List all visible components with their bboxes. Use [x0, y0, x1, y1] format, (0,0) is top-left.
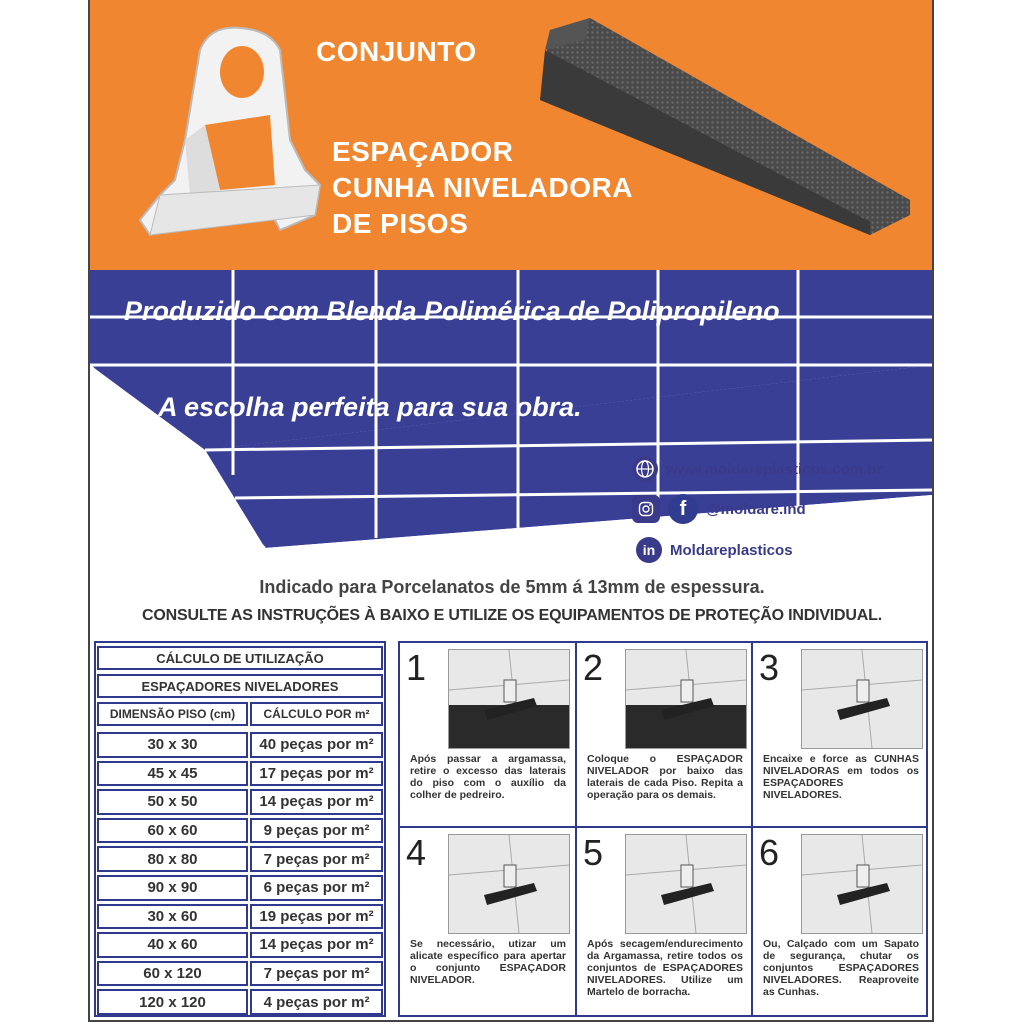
subtitle-line: DE PISOS: [332, 208, 469, 239]
table-row: [96, 760, 384, 788]
instruction-step: [577, 643, 751, 827]
row-qty: 14 peças por m²: [250, 789, 383, 815]
facebook-icon[interactable]: f: [668, 494, 698, 524]
social-handle[interactable]: @moldare.ind: [706, 500, 806, 518]
row-size: 50 x 50: [97, 789, 248, 815]
row-size: 45 x 45: [97, 761, 248, 787]
step-caption: Após secagem/endurecimento da Argamassa, retire todos os conjuntos de ESPAÇADORES NIVELADORES. Utilize um Martelo de borracha.: [587, 938, 743, 998]
row-size: 80 x 80: [97, 846, 248, 872]
table-header-row: [96, 701, 384, 727]
step-illustration: [801, 649, 923, 749]
column-header-size: DIMENSÃO PISO (cm): [97, 702, 248, 726]
step-number: 5: [583, 832, 604, 873]
table-row: [96, 903, 384, 931]
step-illustration: [448, 649, 570, 749]
instruction-step: [400, 828, 574, 1012]
wedge-illustration: [530, 10, 920, 250]
instruction-step: [753, 643, 927, 827]
website-row: [632, 456, 882, 482]
row-qty: 17 peças por m²: [250, 761, 383, 787]
table-row: [96, 788, 384, 816]
step-number: 3: [759, 647, 780, 688]
row-size: 30 x 30: [97, 732, 248, 758]
indication-text: Indicado para Porcelanatos de 5mm á 13mm de espessura.: [259, 577, 765, 597]
website-link[interactable]: www.moldareplasticos.com.br: [666, 460, 883, 478]
step-caption: Se necessário, utizar um alicate específico para apertar o conjunto ESPAÇADOR NIVELADOR.: [410, 938, 566, 986]
table-title-row: [96, 645, 384, 671]
instagram-icon[interactable]: [632, 495, 660, 523]
table-row: [96, 845, 384, 873]
row-qty: 4 peças por m²: [250, 989, 383, 1015]
step-illustration: [801, 834, 923, 934]
step-caption: Encaixe e force as CUNHAS NIVELADORAS em todos os ESPAÇADORES NIVELADORES.: [763, 753, 919, 801]
step-number: 1: [406, 647, 427, 688]
row-size: 30 x 60: [97, 904, 248, 930]
step-caption: Ou, Calçado com um Sapato de segurança, chutar os conjuntos ESPAÇADORES NIVELADORES. Reaproveite as Cunhas.: [763, 938, 919, 998]
table-row: [96, 960, 384, 988]
instruction-step: [753, 828, 927, 1012]
table-subtitle-row: [96, 673, 384, 699]
step-number: 6: [759, 832, 780, 873]
table-row: [96, 988, 384, 1016]
step-number: 4: [406, 832, 427, 873]
table-row: [96, 931, 384, 959]
instruction-step: [577, 828, 751, 1012]
social-handle-row: [632, 494, 806, 524]
step-illustration: [625, 649, 747, 749]
header-title: CONJUNTO: [316, 36, 477, 67]
linkedin-icon[interactable]: in: [636, 537, 662, 563]
row-qty: 19 peças por m²: [250, 904, 383, 930]
table-row: [96, 874, 384, 902]
row-size: 60 x 120: [97, 961, 248, 987]
row-qty: 9 peças por m²: [250, 818, 383, 844]
step-illustration: [625, 834, 747, 934]
step-illustration: [448, 834, 570, 934]
step-caption: Coloque o ESPAÇADOR NIVELADOR por baixo das laterais de cada Piso. Repita a operação para os demais.: [587, 753, 743, 801]
table-row: [96, 817, 384, 845]
column-header-qty: CÁLCULO POR m²: [250, 702, 383, 726]
usage-table: [94, 641, 386, 1017]
instructions-panel: [398, 641, 928, 1017]
row-size: 40 x 60: [97, 932, 248, 958]
table-subtitle: ESPAÇADORES NIVELADORES: [97, 674, 383, 698]
material-slogan: Produzido com Blenda Polimérica de Polipropileno: [124, 296, 780, 326]
row-size: 120 x 120: [97, 989, 248, 1015]
subtitle-line: ESPAÇADOR: [332, 136, 514, 167]
linkedin-name[interactable]: Moldareplasticos: [670, 541, 793, 559]
row-size: 60 x 60: [97, 818, 248, 844]
step-number: 2: [583, 647, 604, 688]
row-qty: 7 peças por m²: [250, 961, 383, 987]
row-size: 90 x 90: [97, 875, 248, 901]
instruction-step: [400, 643, 574, 827]
row-qty: 7 peças por m²: [250, 846, 383, 872]
step-caption: Após passar a argamassa, retire o excesso das laterais do piso com o auxílio da colher de pedreiro.: [410, 753, 566, 801]
tagline: A escolha perfeita para sua obra.: [158, 392, 582, 422]
globe-icon: [632, 456, 658, 482]
table-title: CÁLCULO DE UTILIZAÇÃO: [97, 646, 383, 670]
linkedin-row: [636, 537, 793, 563]
header-banner: [90, 0, 932, 270]
spacer-illustration: [130, 20, 330, 250]
table-row: [96, 731, 384, 759]
subtitle-line: CUNHA NIVELADORA: [332, 172, 633, 203]
row-qty: 6 peças por m²: [250, 875, 383, 901]
row-qty: 14 peças por m²: [250, 932, 383, 958]
safety-warning: CONSULTE AS INSTRUÇÕES À BAIXO E UTILIZE OS EQUIPAMENTOS DE PROTEÇÃO INDIVIDUAL.: [142, 607, 882, 624]
row-qty: 40 peças por m²: [250, 732, 383, 758]
